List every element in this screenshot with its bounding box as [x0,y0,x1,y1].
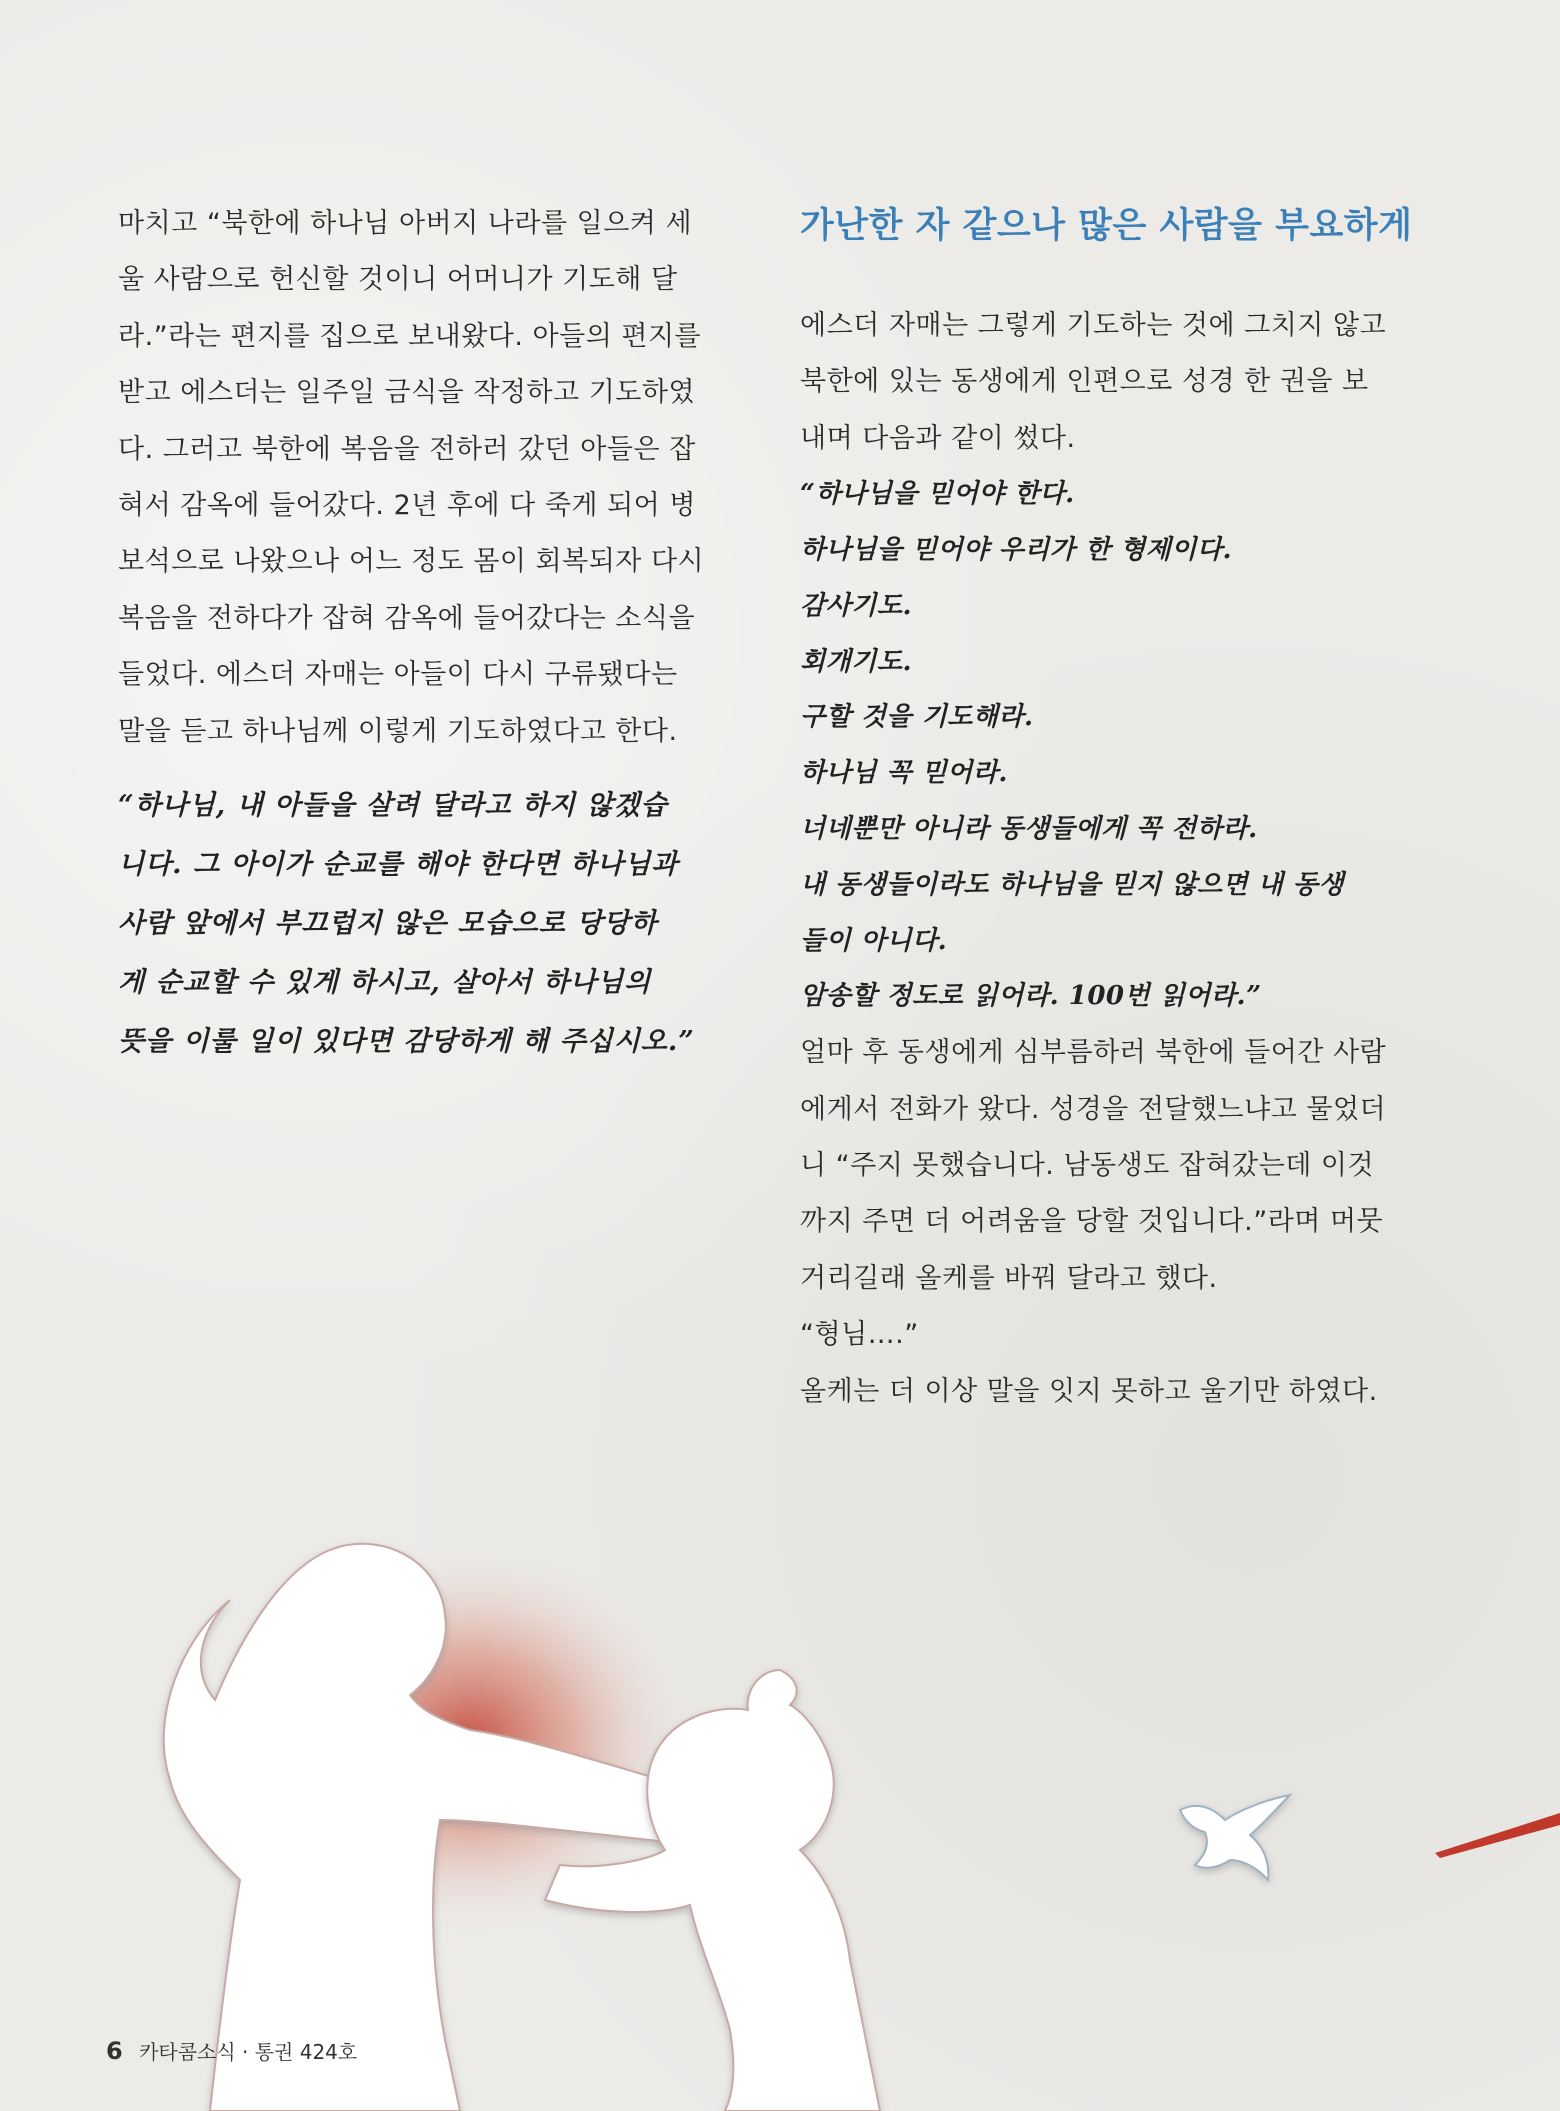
right-column [800,196,1450,1420]
letter-line: 하나님을 믿어야 우리가 한 형제이다. [800,535,1232,566]
letter-line: 너네뿐만 아니라 동생들에게 꼭 전하라. [800,814,1258,844]
page-footer [106,2036,357,2065]
text-line: 마치고 “북한에 하나님 아버지 나라를 일으켜 세 [118,208,693,239]
dove-icon [1180,1795,1290,1880]
quote-line: 니다. 그 아이가 순교를 해야 한다면 하나님과 [118,849,679,881]
quote-line: “하나님, 내 아들을 살려 달라고 하지 않겠습 [118,790,668,822]
text-line: 에스더 자매는 그렇게 기도하는 것에 그치지 않고 [800,310,1387,341]
text-line: 북한에 있는 동생에게 인편으로 성경 한 권을 보 [800,366,1369,398]
text-line: 보석으로 나왔으나 어느 정도 몸이 회복되자 다시 [118,546,705,578]
quote-line: 게 순교할 수 있게 하시고, 살아서 하나님의 [118,967,652,999]
body-text-left [118,196,758,760]
text-line: 거리길래 올케를 바꿔 달라고 했다. [800,1262,1218,1294]
left-column [118,196,758,1071]
text-line: 울 사람으로 헌신할 것이니 어머니가 기도해 달 [118,264,678,296]
text-line: 까지 주면 더 어려움을 당할 것입니다.”라며 머뭇 [800,1206,1384,1238]
prayer-quote [118,776,758,1071]
text-line: 혀서 감옥에 들어갔다. 2년 후에 다 죽게 되어 병 [118,490,696,522]
section-heading: 가난한 자 같으나 많은 사람을 부요하게 [800,206,1413,246]
text-line: 들었다. 에스더 자매는 아들이 다시 구류됐다는 [118,659,678,691]
text-line: 복음을 전하다가 잡혀 감옥에 들어갔다는 소식을 [118,602,696,634]
letter-line: 감사기도. [800,590,913,621]
closing-text [800,1025,1450,1420]
text-line: 내며 다음과 같이 썼다. [800,422,1076,454]
text-line: 에게서 전화가 왔다. 성경을 전달했느냐고 물었더 [800,1093,1387,1125]
text-line: 말을 듣고 하나님께 이렇게 기도하였다고 한다. [118,715,678,747]
text-line: 니 “주지 못했습니다. 남동생도 잡혀갔는데 이것 [800,1150,1375,1181]
letter-line: 하나님 꼭 믿어라. [800,758,1008,789]
embracing-girls-illustration [0,1520,1560,2111]
text-line: 라.”라는 편지를 집으로 보내왔다. 아들의 편지를 [118,320,702,352]
text-line: “형님….” [800,1319,919,1351]
quote-line: 뜻을 이룰 일이 있다면 감당하게 해 주십시오.” [118,1026,695,1058]
letter-line: 회개기도. [800,646,913,677]
text-line: 올케는 더 이상 말을 잇지 못하고 울기만 하였다. [800,1375,1378,1407]
letter-line: “하나님을 믿어야 한다. [800,479,1075,510]
red-accent-stroke [1435,1813,1560,1858]
letter-quote [800,467,1450,1025]
text-line: 얼마 후 동생에게 심부름하러 북한에 들어간 사람 [800,1037,1387,1069]
quote-line: 사람 앞에서 부끄럽지 않은 모습으로 당당하 [118,908,658,940]
letter-line: 들이 아니다. [800,925,948,956]
letter-line: 구할 것을 기도해라. [800,702,1034,733]
letter-line: 내 동생들이라도 하나님을 믿지 않으면 내 동생 [800,869,1345,900]
text-line: 다. 그러고 북한에 복음을 전하러 갔던 아들은 잡 [118,433,696,465]
publication-name: 카타콤소식 · 통권 424호 [139,2040,358,2064]
page-number: 6 [106,2037,123,2065]
letter-line: 암송할 정도로 읽어라. 100번 읽어라.” [800,981,1262,1012]
text-line: 받고 에스더는 일주일 금식을 작정하고 기도하였 [118,377,696,409]
intro-text [800,298,1450,467]
